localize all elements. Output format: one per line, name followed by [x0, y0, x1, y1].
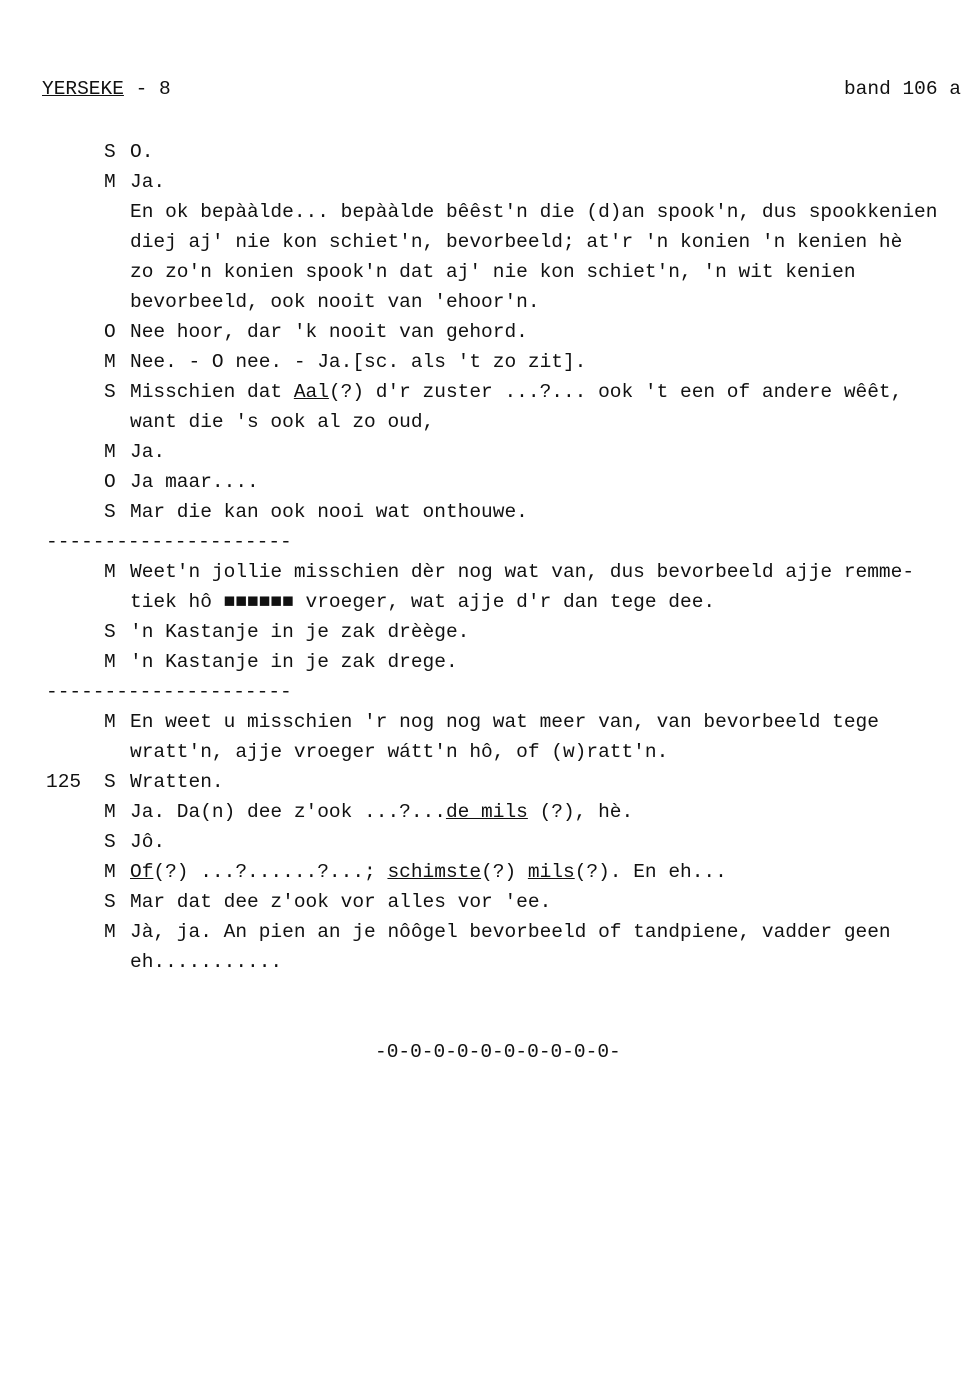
closing-mark: -0-0-0-0-0-0-0-0-0-0-	[375, 1041, 621, 1063]
speaker-label: M	[104, 921, 116, 943]
speaker-label: O	[104, 321, 116, 343]
transcript-line: zo zo'n konien spook'n dat aj' nie kon schiet'n, 'n wit kenien	[130, 261, 856, 283]
speaker-label: S	[104, 891, 116, 913]
speaker-label: S	[104, 381, 116, 403]
transcript-line: Mar dat dee z'ook vor alles vor 'ee.	[130, 891, 552, 913]
text-segment: Misschien dat	[130, 381, 294, 403]
transcript-line: Jà, ja. An pien an je nôôgel bevorbeeld of tandpiene, vadder geen	[130, 921, 891, 943]
transcript-line: Wratten.	[130, 771, 224, 793]
transcript-line: O.	[130, 141, 154, 163]
speaker-label: O	[104, 471, 116, 493]
page-header-left	[42, 80, 171, 100]
speaker-label: S	[104, 771, 116, 793]
text-segment: (?)	[481, 861, 528, 883]
speaker-label: S	[104, 501, 116, 523]
transcript-line: 'n Kastanje in je zak drege.	[130, 651, 458, 673]
transcript-line: Weet'n jollie misschien dèr nog wat van, dus bevorbeeld ajje remme-	[130, 561, 915, 583]
transcript-line: Jô.	[130, 831, 166, 853]
transcript-line: diej aj' nie kon schiet'n, bevorbeeld; at'r 'n konien 'n kenien hè	[130, 231, 903, 253]
speaker-label: M	[104, 711, 116, 733]
speaker-label: S	[104, 621, 116, 643]
transcript-line: tiek hô ■■■■■■ vroeger, wat ajje d'r dan tege dee.	[130, 591, 716, 613]
transcript-line: eh...........	[130, 951, 283, 973]
speaker-label: M	[104, 561, 116, 583]
transcript-line: want die 's ook al zo oud,	[130, 411, 435, 433]
speaker-label: M	[104, 861, 116, 883]
section-separator: ---------------------	[46, 531, 292, 553]
transcript-line: bevorbeeld, ook nooit van 'ehoor'n.	[130, 291, 540, 313]
transcript-line	[130, 803, 633, 823]
transcript-line: wratt'n, ajje vroeger wátt'n hô, of (w)ratt'n.	[130, 741, 669, 763]
text-segment: (?). En eh...	[574, 861, 727, 883]
section-separator: ---------------------	[46, 681, 292, 703]
speaker-label: M	[104, 441, 116, 463]
speaker-label: M	[104, 171, 116, 193]
margin-line-number: 125	[46, 771, 82, 793]
speaker-label: M	[104, 351, 116, 373]
text-segment: (?), hè.	[527, 801, 634, 823]
underlined-term: schimste	[387, 861, 482, 883]
speaker-label: M	[104, 651, 116, 673]
underlined-term: Of	[130, 861, 154, 883]
transcript-line: Ja maar....	[130, 471, 259, 493]
transcript-line	[130, 863, 727, 883]
transcript-line: Mar die kan ook nooi wat onthouwe.	[130, 501, 528, 523]
underlined-term: mils	[527, 861, 575, 883]
text-segment: Ja. Da(n) dee z'ook ...?...	[130, 801, 446, 823]
page-number: - 8	[123, 78, 171, 100]
transcript-line: En ok bepààlde... bepààlde bêêst'n die (d)an spook'n, dus spookkenien	[130, 201, 938, 223]
tape-reference: band 106 a	[843, 78, 961, 100]
transcript-line: Nee hoor, dar 'k nooit van gehord.	[130, 321, 528, 343]
speaker-label: S	[104, 141, 116, 163]
transcript-line: 'n Kastanje in je zak drèège.	[130, 621, 470, 643]
underlined-name: Aal	[293, 381, 329, 403]
speaker-label: S	[104, 831, 116, 853]
transcript-line	[130, 383, 902, 403]
transcript-line: Ja.	[130, 441, 166, 463]
text-segment: (?) ...?......?...;	[153, 861, 388, 883]
underlined-term: de mils	[445, 801, 528, 823]
speaker-label: M	[104, 801, 116, 823]
transcript-line: Ja.	[130, 171, 166, 193]
place-name: YERSEKE	[42, 78, 124, 100]
transcript-line: Nee. - O nee. - Ja.[sc. als 't zo zit].	[130, 351, 587, 373]
transcript-line: En weet u misschien 'r nog nog wat meer van, van bevorbeeld tege	[130, 711, 879, 733]
text-segment: (?) d'r zuster ...?... ook 't een of andere wêêt,	[328, 381, 903, 403]
